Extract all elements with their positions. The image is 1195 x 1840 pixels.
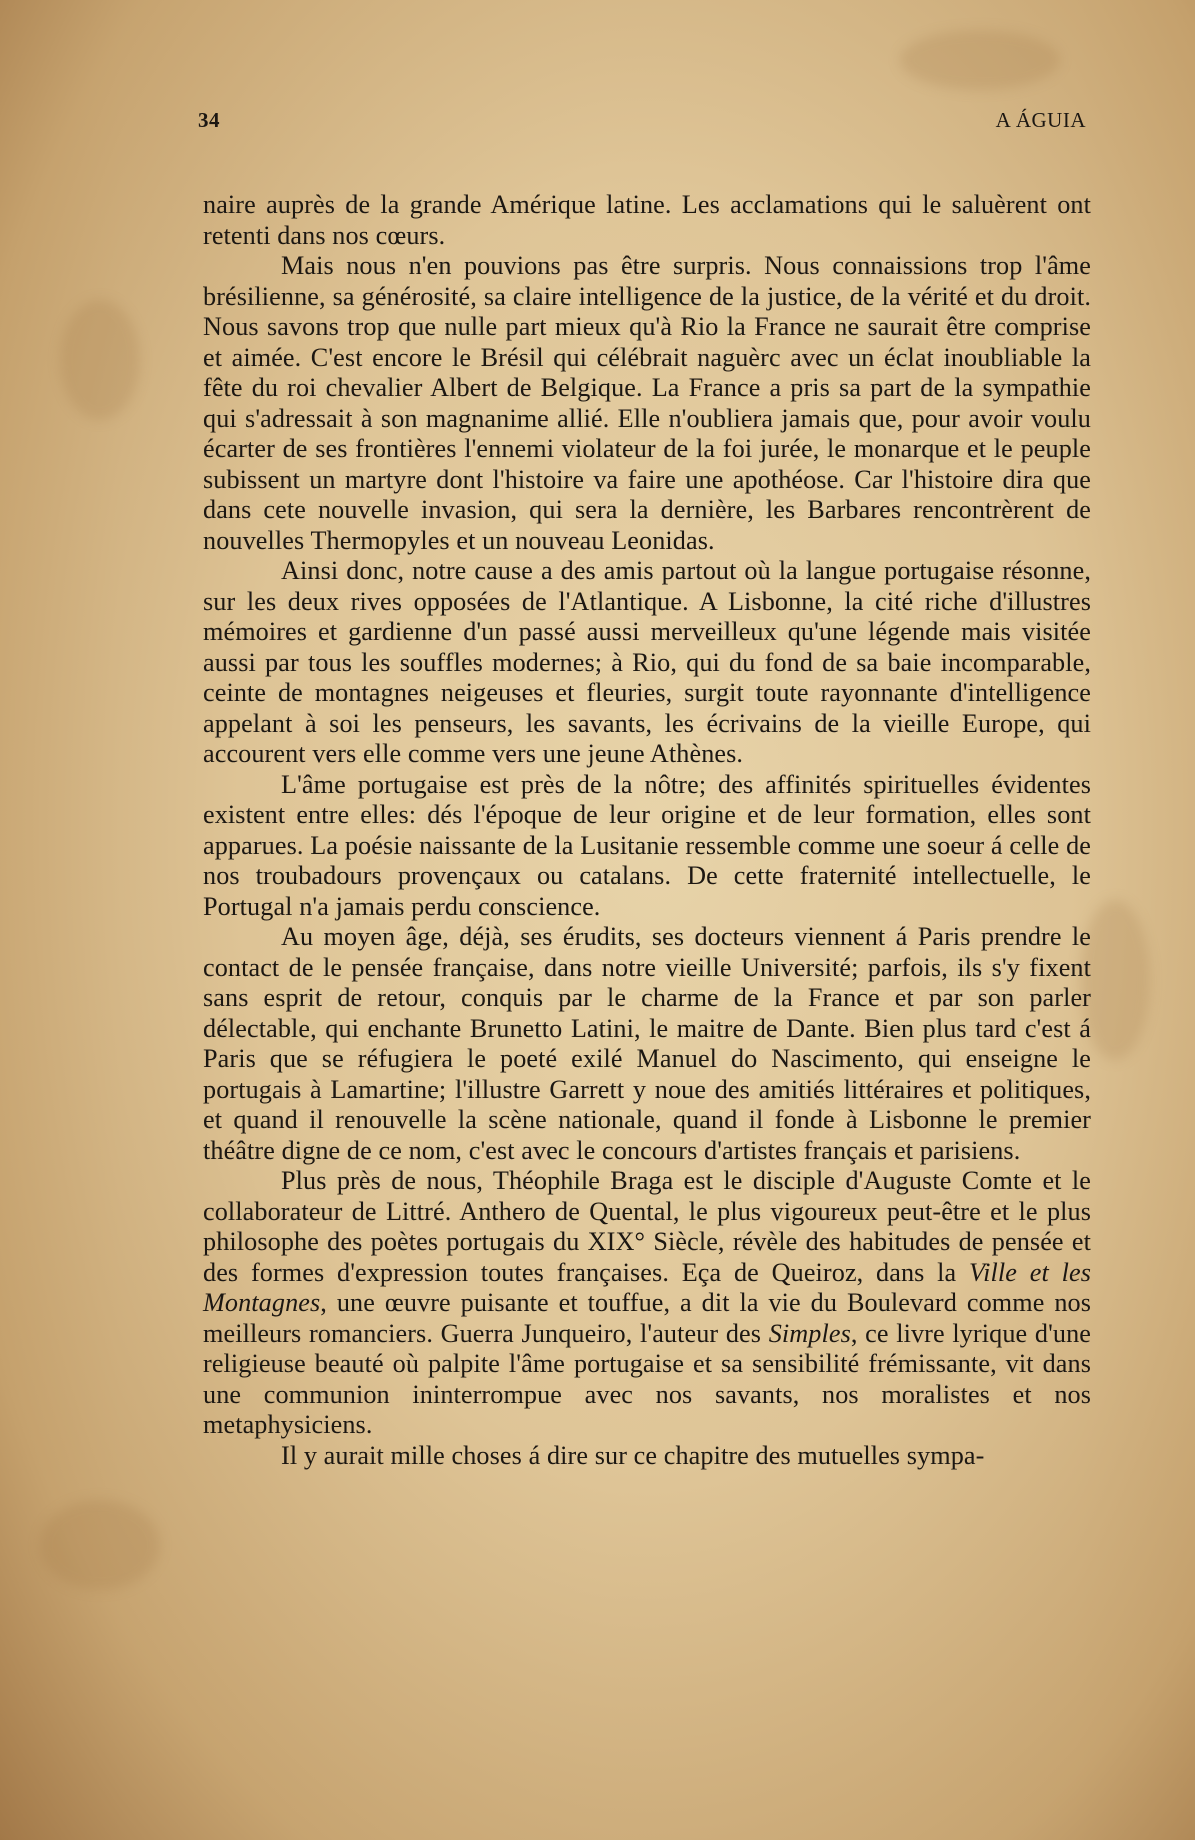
book-title: Ville et les Montagnes (203, 1257, 1091, 1317)
body-text (203, 190, 1091, 1471)
running-title: A ÁGUIA (995, 108, 1086, 132)
paragraph: Au moyen âge, déjà, ses érudits, ses docteurs viennent á Paris prendre le contact de le pensée française, dans notre vieille Université; parfois, ils s'y fixent sans esprit de retour, conquis par le charme de la France et par son parler délectable, qui enchante Brunetto Latini, le maitre de Dante. Bien plus tard c'est á Paris que se réfugiera le poeté exilé Manuel do Nascimento, qui enseigne le portugais à Lamartine; l'illustre Garrett y noue des amitiés littéraires et politiques, et quand il renouvelle la scène nationale, quand il fonde à Lisbonne le premier théâtre digne de ce nom, c'est avec le concours d'artistes français et parisiens. (203, 922, 1091, 1165)
paper-stain (40, 1500, 160, 1590)
page-header (198, 108, 1086, 148)
paper-stain (900, 30, 1060, 90)
paragraph (203, 1166, 1091, 1441)
page-number: 34 (198, 108, 220, 132)
paragraph: Mais nous n'en pouvions pas être surpris. Nous connaissions trop l'âme brésilienne, sa générosité, sa claire intelligence de la justice, de la vérité et du droit. Nous savons trop que nulle part mieux qu'à Rio la France ne saurait être comprise et aimée. C'est encore le Brésil qui célébrait naguèrc avec un éclat inoubliable la fête du roi chevalier Albert de Belgique. La France a pris sa part de la sympathie qui s'adressait à son magnanime allié. Elle n'oubliera jamais que, pour avoir voulu écarter de ses frontières l'ennemi violateur de la foi jurée, le monarque et le peuple subissent un martyre dont l'histoire va faire une apothéose. Car l'histoire dira que dans cete nouvelle invasion, qui sera la dernière, les Barbares rencontrèrent de nouvelles Thermopyles et un nouveau Leonidas. (203, 251, 1091, 555)
paper-stain (60, 300, 140, 420)
paragraph: Il y aurait mille choses á dire sur ce chapitre des mutuelles sympa- (281, 1440, 985, 1470)
paragraph: Ainsi donc, notre cause a des amis partout où la langue portugaise résonne, sur les deux rives opposées de l'Atlantique. A Lisbonne, la cité riche d'illustres mémoires et gardienne d'un passé aussi merveilleux qu'une légende mais visitée aussi par tous les souffles modernes; à Rio, qui du fond de sa baie incomparable, ceinte de montagnes neigeuses et fleuries, surgit toute rayonnante d'intelligence appelant à soi les penseurs, les savants, les écrivains de la vieille Europe, qui accourent vers elle comme vers une jeune Athènes. (203, 556, 1091, 768)
paragraph: L'âme portugaise est près de la nôtre; des affinités spirituelles évidentes existent entre elles: dés l'époque de leur origine et de leur formation, elles sont apparues. La poésie naissante de la Lusitanie ressemble comme une soeur á celle de nos troubadours provençaux ou catalans. De cette fraternité intellectuelle, le Portugal n'a jamais perdu conscience. (203, 769, 1091, 921)
paragraph: naire auprès de la grande Amérique latine. Les acclamations qui le saluèrent ont retenti dans nos cœurs. (203, 190, 1091, 250)
paragraph-text: , une œuvre puisante et touffue, a dit la vie du Boulevard comme nos meilleurs romanciers. Guerra Junqueiro, l'auteur des (203, 1288, 1091, 1348)
paragraph-text: Plus près de nous, Théophile Braga est le disciple d'Auguste Comte et le collaborateur de Littré. Anthero de Quental, le plus vigoureux peut-être et le plus philosophe des poètes portugais du XIX° Siècle, révèle des habitudes de pensée et des formes d'expression toutes françaises. Eça de Queiroz, dans la (203, 1166, 1091, 1287)
book-title: Simples (768, 1318, 851, 1348)
paragraph-text: , ce livre lyrique d'une religieuse beauté où palpite l'âme portugaise et sa sensibilité frémissante, vit dans une communion ininterrompue avec nos savants, nos moralistes et nos metaphysiciens. (203, 1318, 1092, 1439)
